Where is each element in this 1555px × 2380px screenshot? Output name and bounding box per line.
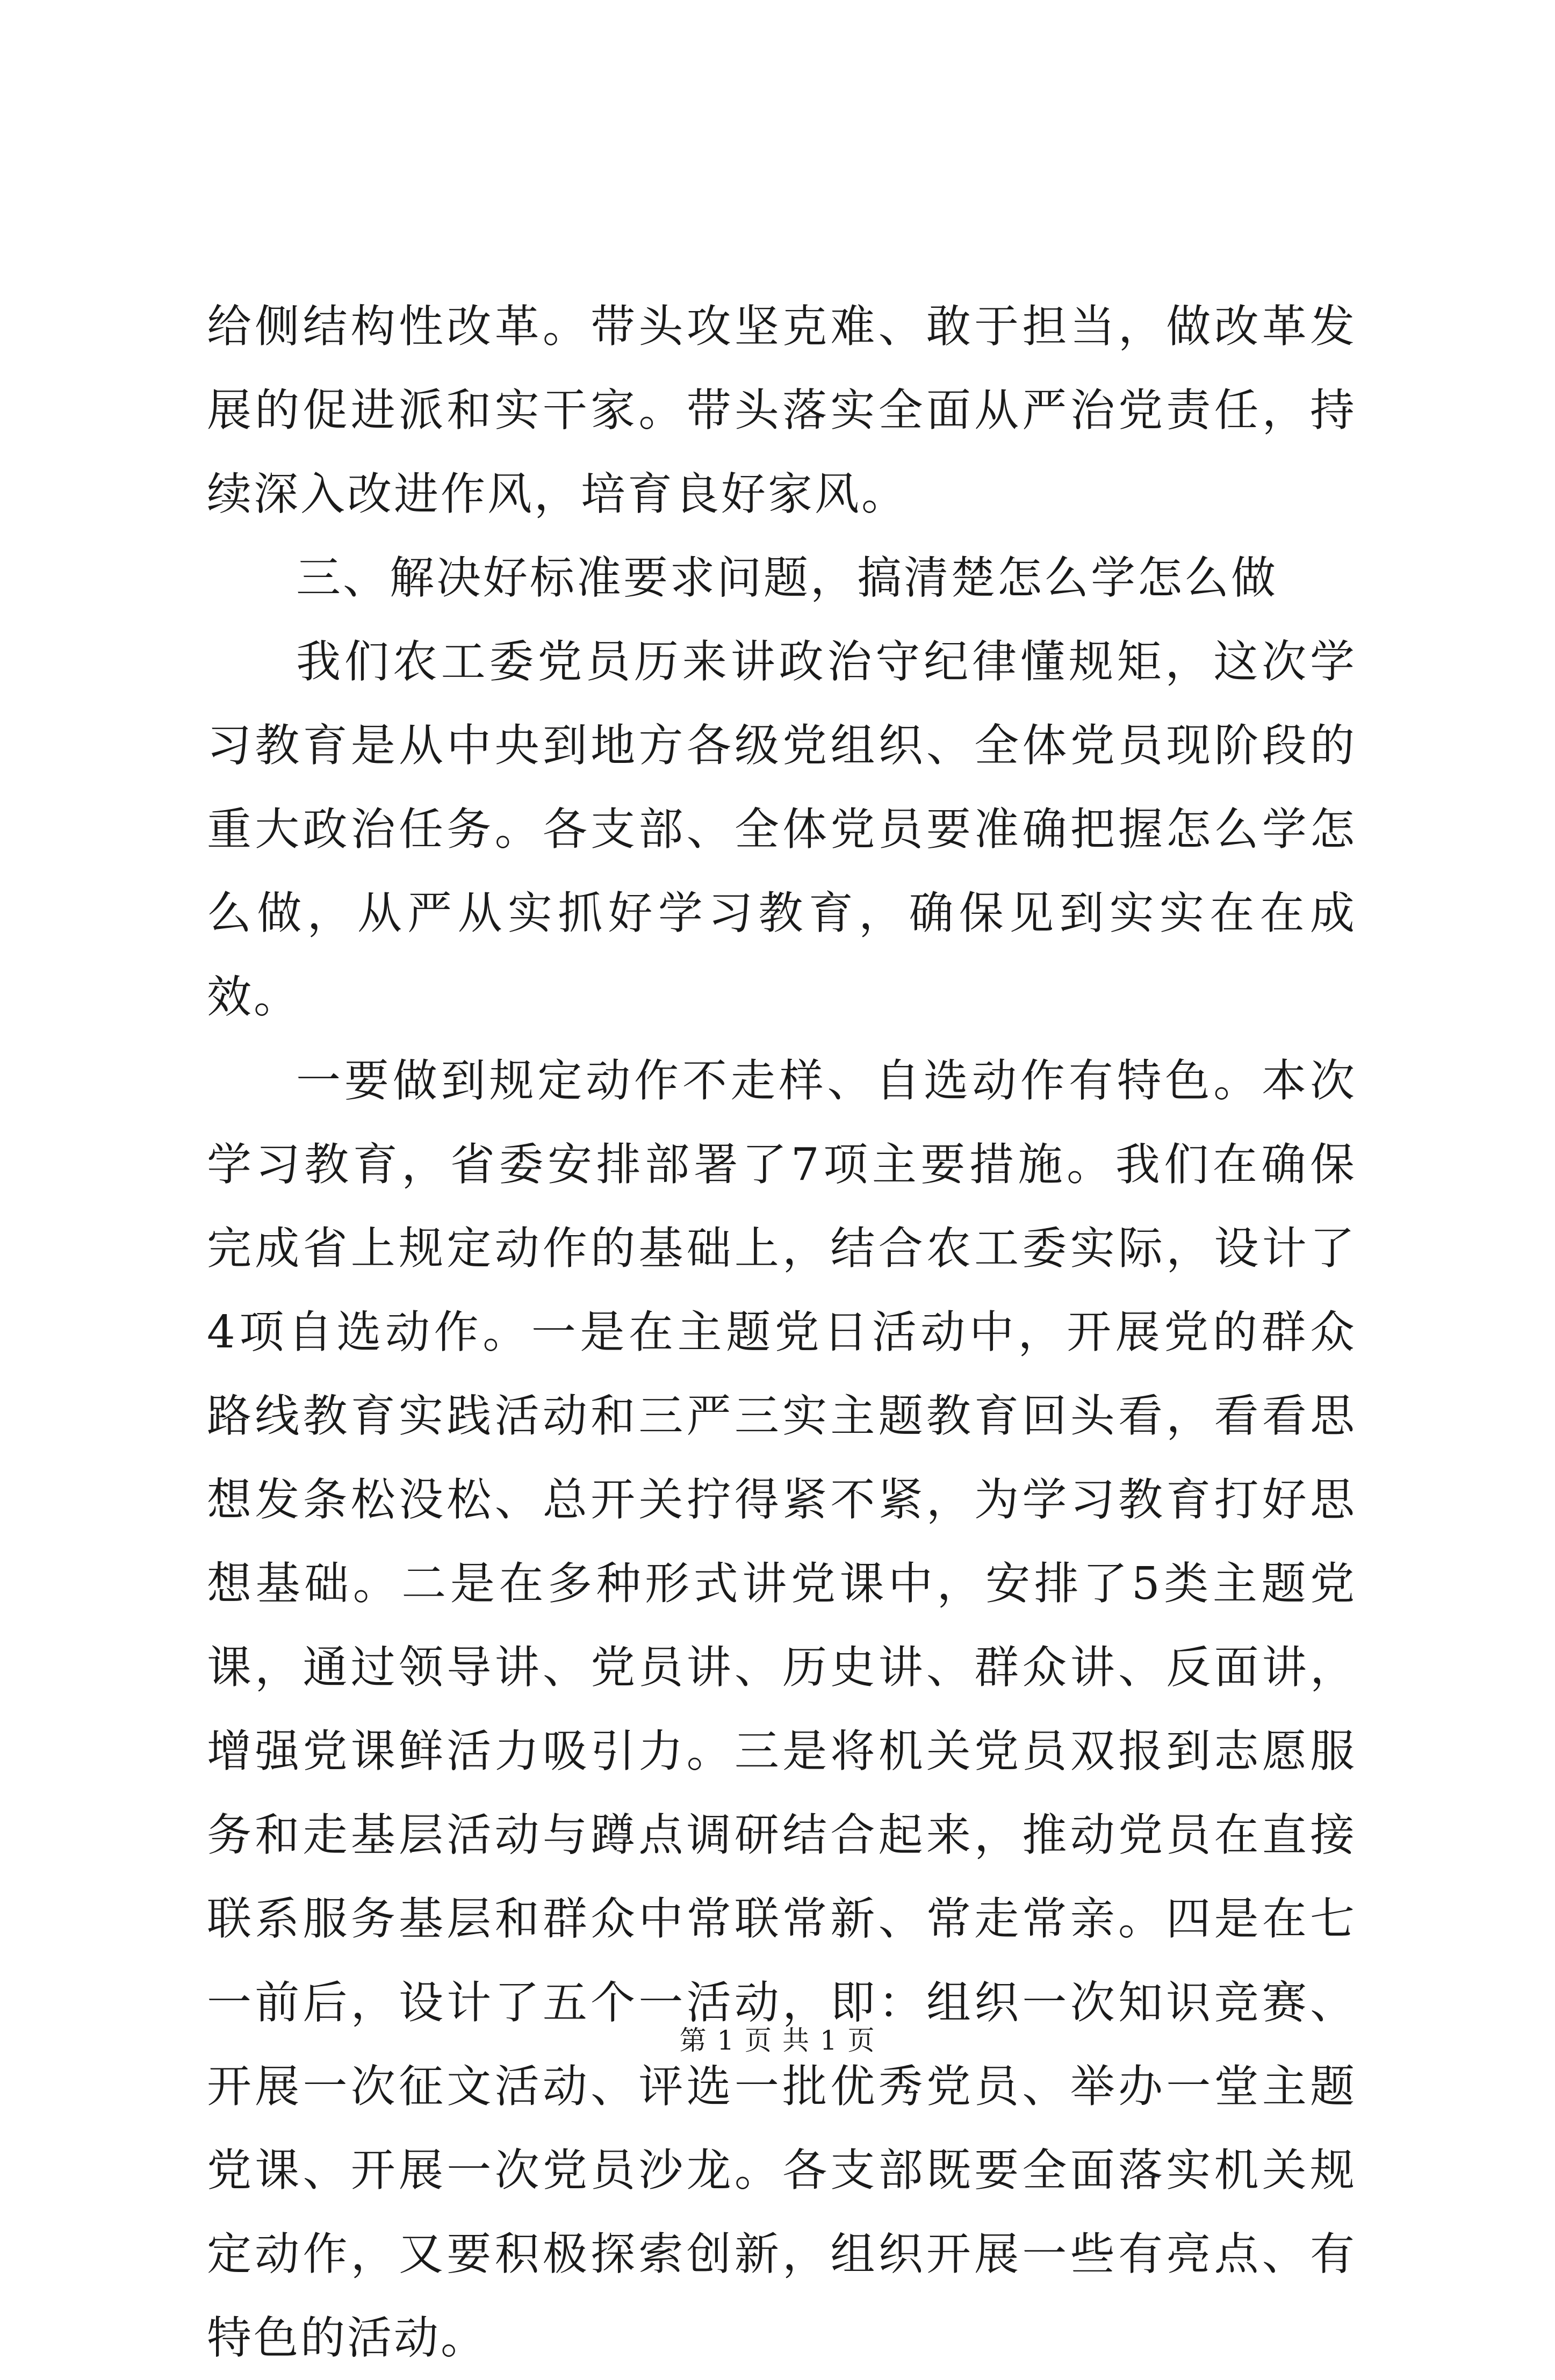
paragraph-continuation: 给侧结构性改革。带头攻坚克难、敢于担当，做改革发展的促进派和实干家。带头落实全面从严治党责任，持续深入改进作风，培育良好家风。 <box>207 300 1357 520</box>
page-footer: 第 1 页 共 1 页 <box>679 2025 876 2056</box>
section-heading: 三、解决好标准要求问题，搞清楚怎么学怎么做 <box>296 552 1278 604</box>
paragraph: 一要做到规定动作不走样、自选动作有特色。本次学习教育，省委安排部署了7项主要措施。我们在确保完成省上规定动作的基础上，结合农工委实际，设计了4项自选动作。一是在主题党日活动中，开展党的群众路线教育实践活动和三严三实主题教育回头看，看看思想发条松没松、总开关拧得紧不紧，为学习教育打好思想基础。二是在多种形式讲党课中，安排了5类主题党课，通过领导讲、党员讲、历史讲、群众讲、反面讲，增强党课鲜活力吸引力。三是将机关党员双报到志愿服务和走基层活动与蹲点调研结合起来，推动党员在直接联系服务基层和群众中常联常新、常走常亲。四是在七一前后，设计了五个一活动，即：组织一次知识竞赛、开展一次征文活动、评选一批优秀党员、举办一堂主题党课、开展一次党员沙龙。各支部既要全面落实机关规定动作，又要积极探索创新，组织开展一些有亮点、有特色的活动。 <box>207 1055 1357 2364</box>
paragraph: 我们农工委党员历来讲政治守纪律懂规矩，这次学习教育是从中央到地方各级党组织、全体党员现阶段的重大政治任务。各支部、全体党员要准确把握怎么学怎么做，从严从实抓好学习教育，确保见到实实在在成效。 <box>207 636 1357 1023</box>
document-body <box>207 285 1357 2380</box>
